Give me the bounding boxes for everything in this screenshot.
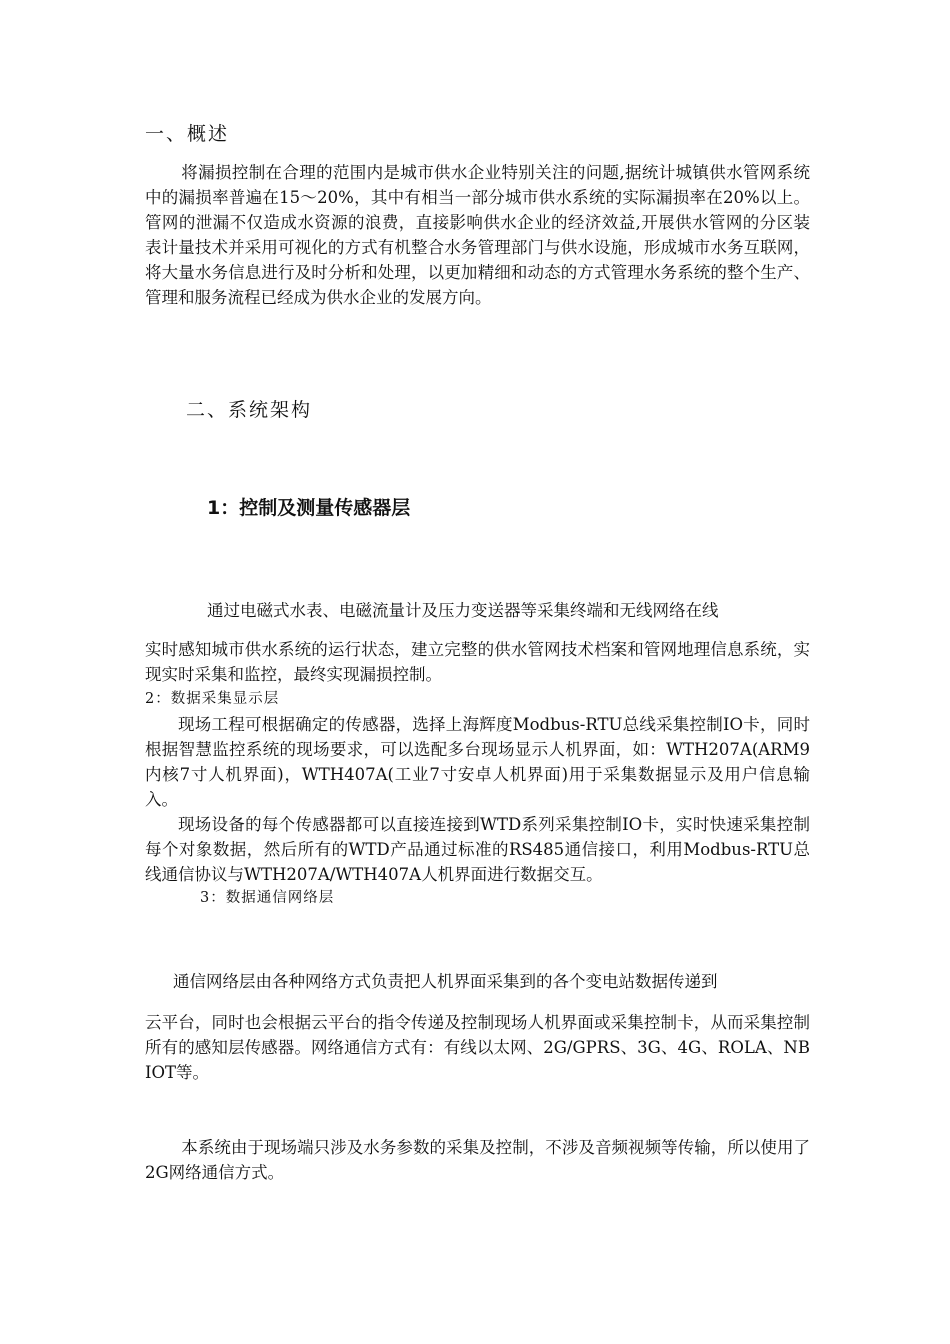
paragraph-overview: 将漏损控制在合理的范围内是城市供水企业特别关注的问题,据统计城镇供水管网系统中的漏损率普遍在15～20%，其中有相当一部分城市供水系统的实际漏损率在20%以上。管网的泄漏不仅造成水资源的浪费，直接影响供水企业的经济效益,开展供水管网的分区装表计量技术并采用可视化的方式有机整合水务管理部门与供水设施，形成城市水务互联网，将大量水务信息进行及时分析和处理，以更加精细和动态的方式管理水务系统的整个生产、管理和服务流程已经成为供水企业的发展方向。 — [145, 163, 810, 307]
section-heading-architecture: 二、系统架构 — [186, 399, 313, 421]
paragraph-data-acquisition-1: 现场工程可根据确定的传感器，选择上海辉度Modbus-RTU总线采集控制IO卡，同时根据智慧监控系统的现场要求，可以选配多台现场显示人机界面，如：WTH207A(ARM9内核7寸人机界面)，WTH407A(工业7寸安卓人机界面)用于采集数据显示及用户信息输入。 — [145, 715, 810, 809]
paragraph-data-acquisition-2: 现场设备的每个传感器都可以直接连接到WTD系列采集控制IO卡，实时快速采集控制每个对象数据，然后所有的WTD产品通过标准的RS485通信接口，利用Modbus-RTU总线通信协议与WTH207A/WTH407A人机界面进行数据交互。 — [145, 815, 810, 884]
subheading-sensor-layer: 1：控制及测量传感器层 — [207, 497, 411, 519]
paragraph-sensor-layer-first-line: 通过电磁式水表、电磁流量计及压力变送器等采集终端和无线网络在线 — [207, 601, 719, 620]
section-heading-overview: 一、概述 — [145, 123, 230, 145]
subheading-network-layer: 3：数据通信网络层 — [200, 890, 335, 906]
paragraph-network-layer-first-line: 通信网络层由各种网络方式负责把人机界面采集到的各个变电站数据传递到 — [173, 972, 718, 991]
paragraph-sensor-layer: 实时感知城市供水系统的运行状态，建立完整的供水管网技术档案和管网地理信息系统，实现实时采集和监控，最终实现漏损控制。 — [145, 640, 810, 684]
paragraph-network-layer: 云平台，同时也会根据云平台的指令传递及控制现场人机界面或采集控制卡，从而采集控制所有的感知层传感器。网络通信方式有：有线以太网、2G/GPRS、3G、4G、ROLA、NBIOT等。 — [145, 1013, 810, 1082]
paragraph-system-conclusion: 本系统由于现场端只涉及水务参数的采集及控制，不涉及音频视频等传输，所以使用了2G网络通信方式。 — [145, 1138, 810, 1182]
subheading-data-acquisition-layer: 2：数据采集显示层 — [145, 691, 280, 707]
